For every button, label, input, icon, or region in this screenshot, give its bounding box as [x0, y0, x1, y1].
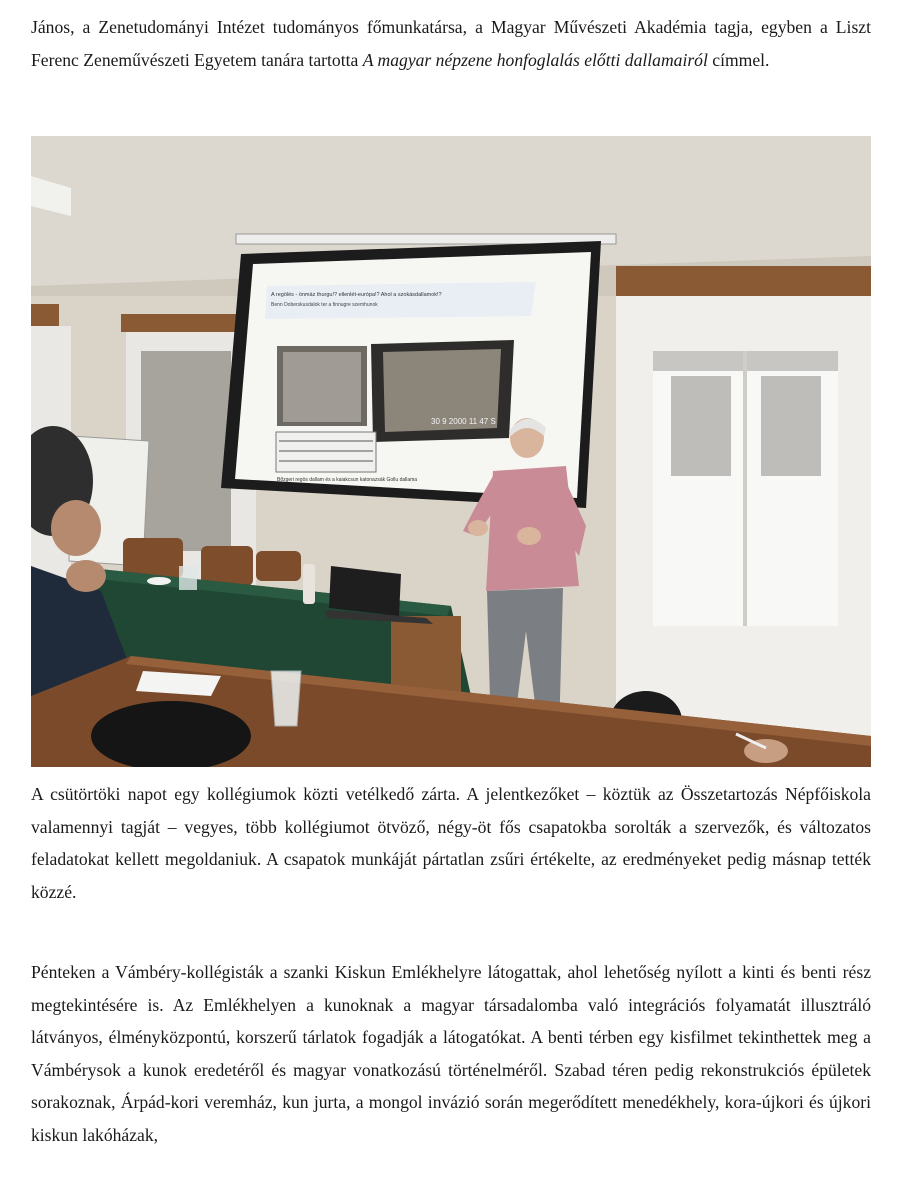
- slide-subheading: Benn Doberskusdalok ter a finnugre szemhunok: [271, 302, 378, 308]
- lecture-photo: [31, 136, 871, 767]
- slide-caption: Bőzgeri regös dallam és a kaiakcsun katonazsák Gollu dallama: [277, 477, 418, 483]
- paragraph-intro: [31, 11, 871, 76]
- slide-heading: A regölés - önmáz thurgu!? ellenlét-európa!? Ahol a szokásdallamok!?: [271, 292, 442, 298]
- paragraph-friday: Pénteken a Vámbéry-kollégisták a szanki Kiskun Emlékhelyre látogattak, ahol lehetőség nyílott a kinti és benti rész megtekintésére is. Az Emlékhelyen a kunoknak a magyar társadalomba való integrációs folyamatát illusztráló látványos, élményközpontú, korszerű tárlatok fogadják a látogatókat. A benti térben egy kisfilmet tekinthettek meg a Vámbérysok a kunok eredetéről és magyar vonatkozású történelméről. Szabad téren pedig rekonstrukciós épületek sorakoznak, Árpád-kori veremház, kun jurta, a mongol invázió során megerődített menedékhely, kora-újkori és újkori kiskun lakóházak,: [31, 962, 871, 1145]
- intro-lead-text: János, a Zenetudományi Intézet tudományos főmunkatársa, a Magyar Művészeti Akadémia tagja, egyben a Liszt Ferenc Zeneművészeti Egyetem tanára tartotta: [31, 17, 871, 70]
- paragraph-quiz: A csütörtöki napot egy kollégiumok közti vetélkedő zárta. A jelentkezőket – köztük az Összetartozás Népfőiskola valamennyi tagját – vegyes, több kollégiumot ötvöző, négy-öt fős csapatokba sorolták a szervezők, és változatos feladatokat kellett megoldaniuk. A csapatok munkáját pártatlan zsűri értékelte, az eredményeket pedig másnap tették közzé.: [31, 784, 871, 902]
- lecture-title: A magyar népzene honfoglalás előtti dallamairól: [362, 49, 708, 70]
- intro-tail-text: címmel.: [707, 49, 770, 70]
- slide-stamp: 30 9 2000 11 47 S: [431, 417, 496, 426]
